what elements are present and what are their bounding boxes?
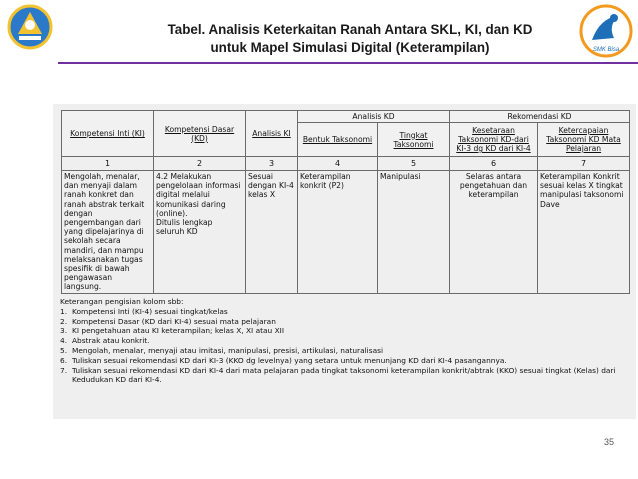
kd-extra: Ditulis lengkap seluruh KD	[156, 218, 213, 237]
item-number: 6.	[60, 355, 68, 365]
header-ketercapaian: Ketercapaian Taksonomi KD Mata Pelajaran	[538, 123, 630, 157]
header-kesetaraan: Kesetaraan Taksonomi KD-dari KI-3 dg KD dari KI-4	[450, 123, 538, 157]
cell-analisis-ki: Sesuai dengan KI-4 kelas X	[246, 171, 298, 294]
header-analisis-ki: Analisis KI	[246, 111, 298, 157]
table-group-header-row	[62, 111, 630, 123]
slide-title	[120, 21, 580, 57]
item-number: 2.	[60, 316, 68, 326]
header-bentuk-taksonomi: Bentuk Taksonomi	[298, 123, 378, 157]
header-kd: Kompetensi Dasar (KD)	[154, 111, 246, 157]
list-item	[60, 307, 634, 317]
kd-text: Melakukan pengelolaan informasi digital melalui komunikasi daring (online).	[156, 172, 241, 218]
list-item	[60, 356, 634, 366]
analysis-table	[61, 110, 630, 294]
item-number: 7.	[60, 365, 68, 375]
svg-text:SMK Bisa: SMK Bisa	[592, 47, 620, 53]
notes	[60, 297, 634, 385]
header-ki: Kompetensi Inti (KI)	[62, 111, 154, 157]
kd-number: 4.2	[156, 172, 169, 181]
item-text: Abstrak atau konkrit.	[72, 336, 150, 346]
column-number: 6	[450, 157, 538, 171]
item-text: Kompetensi Dasar (KD dari KI-4) sesuai mata pelajaran	[72, 316, 276, 326]
header-analisis-kd: Analisis KD	[298, 111, 450, 123]
cell-kd	[154, 171, 246, 294]
list-item	[60, 317, 634, 327]
header-divider	[58, 62, 638, 64]
item-number: 3.	[60, 326, 68, 336]
list-item	[60, 366, 634, 386]
kemdikbud-logo	[4, 4, 56, 50]
title-line-1: Tabel. Analisis Keterkaitan Ranah Antara SKL, KI, dan KD	[167, 22, 533, 37]
notes-list	[60, 307, 634, 385]
column-number: 3	[246, 157, 298, 171]
header-tingkat-taksonomi: Tingkat Taksonomi	[378, 123, 450, 157]
cell-ketercapaian: Keterampilan Konkrit sesuai kelas X tingkat manipulasi taksonomi Dave	[538, 171, 630, 294]
item-text: Mengolah, menalar, menyaji atau imitasi, manipulasi, presisi, artikulasi, naturalisasi	[72, 345, 384, 355]
column-number: 4	[298, 157, 378, 171]
list-item	[60, 336, 634, 346]
table-number-row	[62, 157, 630, 171]
header-rekomendasi-kd: Rekomendasi KD	[450, 111, 630, 123]
item-text: KI pengetahuan atau KI keterampilan; kelas X, XI atau XII	[72, 326, 284, 336]
cell-ki: Mengolah, menalar, dan menyaji dalam ranah konkret dan ranah abstrak terkait dengan pengembangan dari yang dipelajarinya di sekolah secara mandiri, dan mampu melaksanakan tugas spesifik di bawah pengawasan langsung.	[62, 171, 154, 294]
item-text: Kompetensi Inti (KI-4) sesuai tingkat/kelas	[72, 306, 228, 316]
item-number: 4.	[60, 336, 68, 346]
cell-tingkat-taksonomi: Manipulasi	[378, 171, 450, 294]
list-item	[60, 346, 634, 356]
item-number: 1.	[60, 306, 68, 316]
item-number: 5.	[60, 345, 68, 355]
notes-heading: Keterangan pengisian kolom sbb:	[60, 297, 184, 306]
column-number: 2	[154, 157, 246, 171]
table-row	[62, 171, 630, 294]
column-number: 5	[378, 157, 450, 171]
page-number: 35	[603, 437, 614, 447]
cell-kesetaraan: Selaras antara pengetahuan dan keterampilan	[450, 171, 538, 294]
item-text: Tuliskan sesuai rekomendasi KD dari KI-3 (KKO dg levelnya) yang setara untuk menunjang KD dari KI-4 pasangannya.	[72, 355, 507, 365]
smk-bisa-logo	[578, 4, 634, 58]
cell-bentuk-taksonomi: Keterampilan konkrit (P2)	[298, 171, 378, 294]
column-number: 7	[538, 157, 630, 171]
list-item	[60, 326, 634, 336]
title-line-2: untuk Mapel Simulasi Digital (Keterampilan)	[210, 40, 490, 55]
column-number: 1	[62, 157, 154, 171]
item-text: Tuliskan sesuai rekomendasi KD dari KI-4 dari mata pelajaran pada tingkat taksonomi keterampilan konkrit/abtrak (KKO) sesuai tingkat (Kelas) dari Kedudukan KD dari KI-4.	[72, 365, 616, 385]
